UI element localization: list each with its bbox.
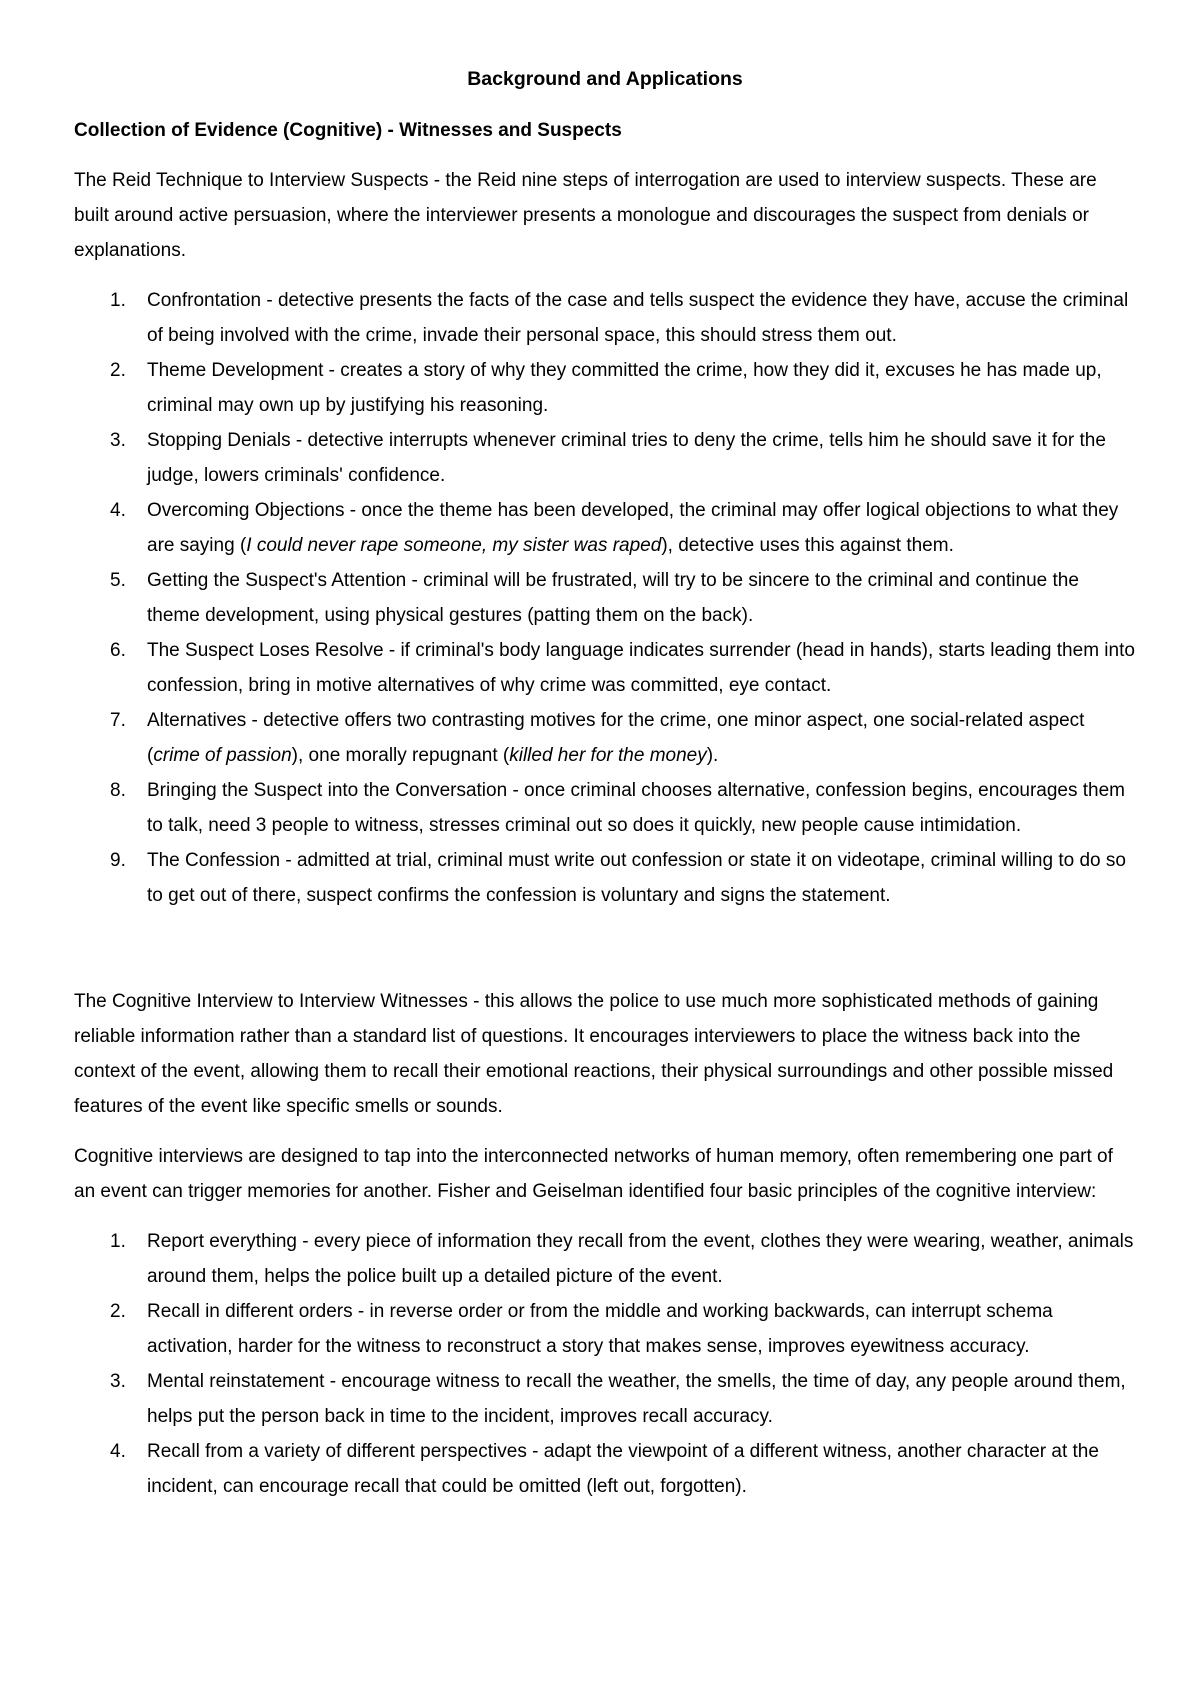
- list-number: 1.: [110, 290, 126, 311]
- list-item: [74, 1434, 1136, 1504]
- italic-example: killed her for the money: [509, 745, 707, 766]
- list-item: [74, 1224, 1136, 1294]
- list-item-text: [147, 500, 1118, 556]
- cognitive-intro-paragraph: The Cognitive Interview to Interview Witnesses - this allows the police to use much more sophisticated methods of gaining reliable information rather than a standard list of questions. It encourages interviewers to place the witness back into the context of the event, allowing them to recall their emotional reactions, their physical surroundings and other possible missed features of the event like specific smells or sounds.: [74, 991, 1114, 1117]
- list-item: [74, 493, 1136, 563]
- list-number: 1.: [110, 1231, 126, 1252]
- list-number: 4.: [110, 500, 126, 521]
- list-item-text: Recall in different orders - in reverse order or from the middle and working backwards, can interrupt schema activation, harder for the witness to reconstruct a story that makes sense, improves eyewitness accuracy.: [147, 1301, 1053, 1357]
- list-item-text: Report everything - every piece of information they recall from the event, clothes they were wearing, weather, animals around them, helps the police built up a detailed picture of the event.: [147, 1231, 1134, 1287]
- list-item-text-part: ), one morally repugnant (: [291, 745, 510, 766]
- list-item: [74, 1294, 1136, 1364]
- list-item: [74, 773, 1136, 843]
- list-item-text: Stopping Denials - detective interrupts whenever criminal tries to deny the crime, tells him he should save it for the judge, lowers criminals' confidence.: [147, 430, 1106, 486]
- list-number: 6.: [110, 640, 126, 661]
- list-item: [74, 843, 1136, 913]
- list-item-text-part: Alternatives - detective offers two contrasting motives for the crime, one minor aspect, one social-related aspect (: [147, 710, 1085, 766]
- list-item: [74, 563, 1136, 633]
- list-item: [74, 353, 1136, 423]
- cognitive-principles-list: [74, 1224, 1136, 1504]
- reid-intro-paragraph: The Reid Technique to Interview Suspects - the Reid nine steps of interrogation are used to interview suspects. These are built around active persuasion, where the interviewer presents a monologue and discourages the suspect from denials or explanations.: [74, 170, 1097, 261]
- list-number: 8.: [110, 780, 126, 801]
- list-item: [74, 1364, 1136, 1434]
- italic-example: I could never rape someone, my sister was raped: [246, 535, 662, 556]
- list-item-text: [147, 710, 1084, 766]
- italic-example: crime of passion: [153, 745, 292, 766]
- list-item-text: The Confession - admitted at trial, criminal must write out confession or state it on videotape, criminal willing to do so to get out of there, suspect confirms the confession is voluntary and signs the statement.: [147, 850, 1126, 906]
- cognitive-principles-paragraph: Cognitive interviews are designed to tap into the interconnected networks of human memory, often remembering one part of an event can trigger memories for another. Fisher and Geiselman identified four basic principles of the cognitive interview:: [74, 1146, 1113, 1202]
- list-item-text: Confrontation - detective presents the facts of the case and tells suspect the evidence they have, accuse the criminal of being involved with the crime, invade their personal space, this should stress them out.: [147, 290, 1129, 346]
- list-number: 5.: [110, 570, 126, 591]
- list-number: 3.: [110, 1371, 126, 1392]
- section-heading: Collection of Evidence (Cognitive) - Witnesses and Suspects: [74, 120, 622, 141]
- list-item: [74, 703, 1136, 773]
- list-number: 7.: [110, 710, 126, 731]
- list-item-text: The Suspect Loses Resolve - if criminal's body language indicates surrender (head in hands), starts leading them into confession, bring in motive alternatives of why crime was committed, eye contact.: [147, 640, 1135, 696]
- list-item-text: Recall from a variety of different perspectives - adapt the viewpoint of a different witness, another character at the incident, can encourage recall that could be omitted (left out, forgotten).: [147, 1441, 1099, 1497]
- document-page: [74, 62, 1136, 1504]
- list-item-text-part: Overcoming Objections - once the theme has been developed, the criminal may offer logical objections to what they are saying (: [147, 500, 1119, 556]
- list-item: [74, 633, 1136, 703]
- list-item-text: Theme Development - creates a story of why they committed the crime, how they did it, excuses he has made up, criminal may own up by justifying his reasoning.: [147, 360, 1102, 416]
- list-number: 3.: [110, 430, 126, 451]
- section-spacer: [74, 928, 1136, 984]
- list-item-text: Mental reinstatement - encourage witness to recall the weather, the smells, the time of day, any people around them, helps put the person back in time to the incident, improves recall accuracy.: [147, 1371, 1126, 1427]
- list-item: [74, 283, 1136, 353]
- list-number: 2.: [110, 1301, 126, 1322]
- list-number: 2.: [110, 360, 126, 381]
- reid-steps-list: [74, 283, 1136, 913]
- document-title: Background and Applications: [467, 68, 743, 90]
- list-item-text: Bringing the Suspect into the Conversation - once criminal chooses alternative, confession begins, encourages them to talk, need 3 people to witness, stresses criminal out so does it quickly, new people cause intimidation.: [147, 780, 1125, 836]
- list-number: 9.: [110, 850, 126, 871]
- list-item: [74, 423, 1136, 493]
- list-number: 4.: [110, 1441, 126, 1462]
- list-item-text-part: ).: [706, 745, 719, 766]
- list-item-text: Getting the Suspect's Attention - criminal will be frustrated, will try to be sincere to the criminal and continue the theme development, using physical gestures (patting them on the back).: [147, 570, 1079, 626]
- list-item-text-part: ), detective uses this against them.: [661, 535, 954, 556]
